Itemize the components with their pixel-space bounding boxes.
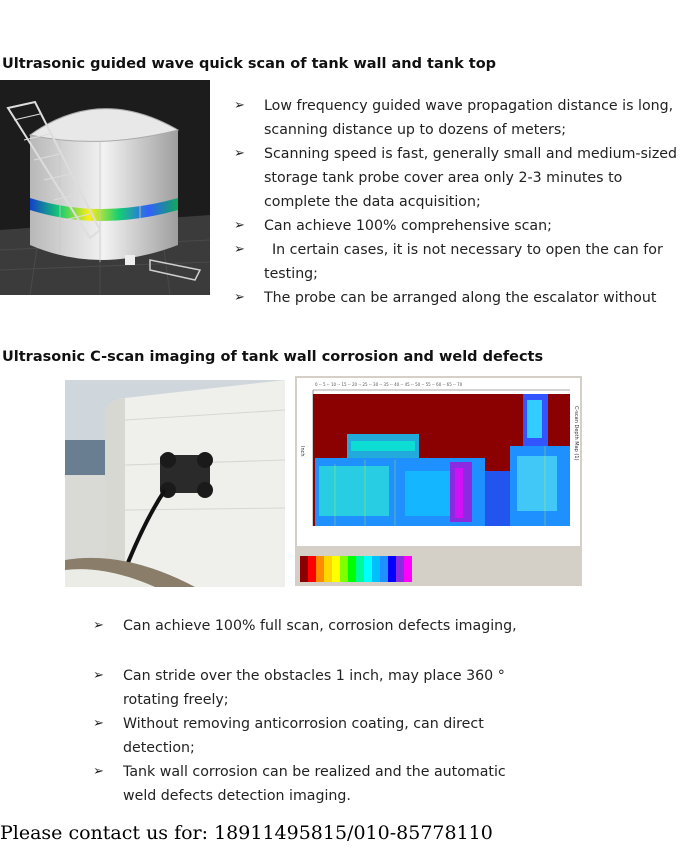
list-item	[234, 286, 686, 310]
section1-bullet-list	[234, 94, 686, 310]
section1-heading: Ultrasonic guided wave quick scan of tank wall and tank top	[2, 56, 497, 72]
bullet-text: Low frequency guided wave propagation distance is long, scanning distance up to dozens of meters;	[264, 98, 674, 138]
cscan-color-legend	[300, 556, 412, 582]
bullet-text: Without removing anticorrosion coating, can direct detection;	[123, 716, 484, 756]
bullet-text: The probe can be arranged along the escalator without	[264, 290, 657, 306]
legend-swatch	[332, 556, 340, 582]
scanner-photo	[65, 380, 285, 587]
legend-swatch	[372, 556, 380, 582]
bullet-text: Can achieve 100% full scan, corrosion defects imaging,	[123, 618, 517, 634]
arrow-bullet-icon: ➢	[93, 668, 104, 683]
svg-text:0 -- 5 -- 10 -- 15 -- 20 -- 25: 0 -- 5 -- 10 -- 15 -- 20 -- 25 -- 30 -- 35 -- 40 -- 45 -- 50 -- 55 -- 60 -- 65 -- 70	[315, 382, 463, 387]
arrow-bullet-icon: ➢	[234, 146, 245, 161]
arrow-bullet-icon: ➢	[234, 98, 245, 113]
arrow-bullet-icon: ➢	[234, 242, 245, 257]
cscan-window	[295, 376, 582, 586]
tank-render-image	[0, 80, 210, 295]
legend-swatch	[316, 556, 324, 582]
bullet-text: Can achieve 100% comprehensive scan;	[264, 218, 552, 234]
list-item	[234, 238, 686, 286]
legend-swatch	[308, 556, 316, 582]
section2-heading: Ultrasonic C-scan imaging of tank wall corrosion and weld defects	[2, 349, 544, 365]
bullet-text: Tank wall corrosion can be realized and the automatic weld defects detection imaging.	[123, 764, 506, 804]
cscan-side-label: C-scan Depth Map (1)	[573, 406, 579, 461]
arrow-bullet-icon: ➢	[93, 618, 104, 633]
tank-illustration	[0, 80, 210, 295]
list-item	[234, 214, 686, 238]
legend-swatch	[324, 556, 332, 582]
list-item	[234, 94, 686, 142]
list-item	[93, 614, 533, 638]
section2-bullet-list	[93, 614, 533, 808]
legend-swatch	[364, 556, 372, 582]
arrow-bullet-icon: ➢	[93, 764, 104, 779]
list-item	[93, 712, 533, 760]
list-item	[93, 664, 533, 712]
legend-swatch	[396, 556, 404, 582]
legend-swatch	[340, 556, 348, 582]
legend-swatch	[404, 556, 412, 582]
bullet-text: Scanning speed is fast, generally small and medium-sized storage tank probe cover area only 2-3 minutes to complete the data acquisition;	[264, 146, 678, 210]
bullet-text: Can stride over the obstacles 1 inch, may place 360 ° rotating freely;	[123, 668, 505, 708]
arrow-bullet-icon: ➢	[93, 716, 104, 731]
legend-swatch	[300, 556, 308, 582]
legend-swatch	[388, 556, 396, 582]
list-item	[93, 760, 533, 808]
list-item	[234, 142, 686, 214]
legend-swatch	[356, 556, 364, 582]
legend-swatch	[348, 556, 356, 582]
cscan-depth-map	[295, 376, 582, 586]
arrow-bullet-icon: ➢	[234, 290, 245, 305]
scanner-on-tank-illustration	[65, 380, 285, 587]
arrow-bullet-icon: ➢	[234, 218, 245, 233]
bullet-text: In certain cases, it is not necessary to open the can for testing;	[264, 242, 663, 282]
legend-swatch	[380, 556, 388, 582]
cscan-left-label: Inch	[299, 446, 305, 457]
contact-line: Please contact us for: 18911495815/010-85778110	[0, 822, 493, 844]
